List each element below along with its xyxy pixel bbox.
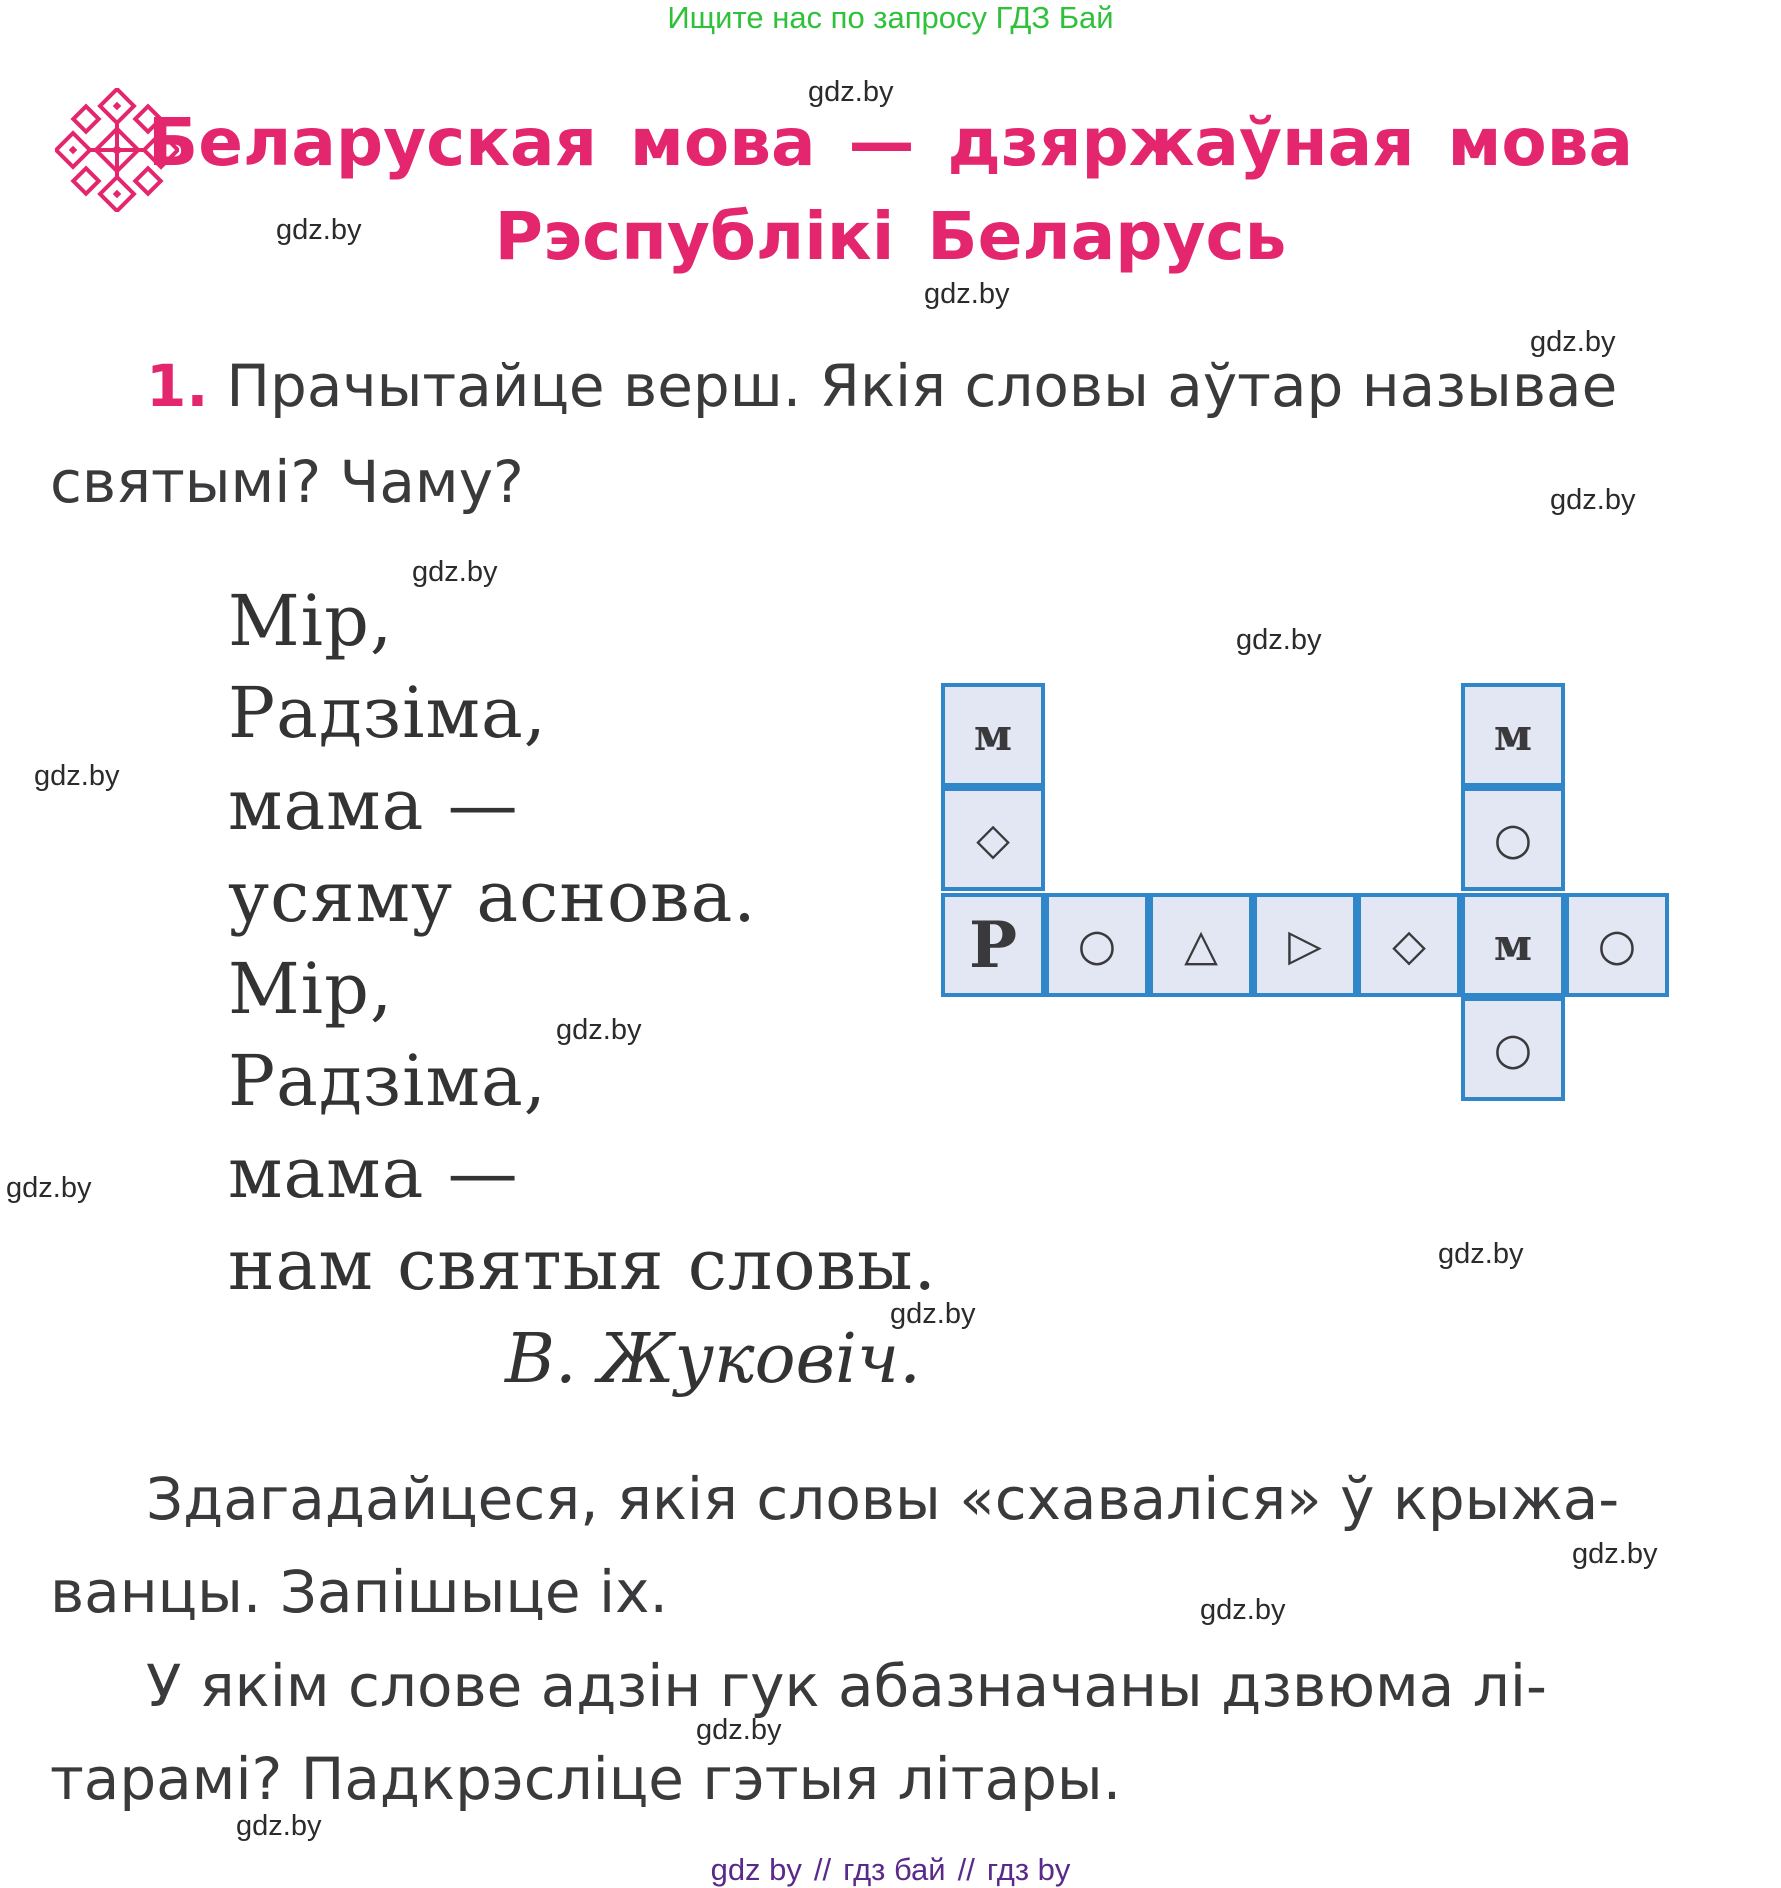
crossword-cell: Р	[941, 893, 1045, 997]
watermark: gdz.by	[890, 1298, 976, 1330]
watermark: gdz.by	[1236, 624, 1322, 656]
bottom-banner-item: гдз by	[986, 1852, 1071, 1887]
crossword-cell: ○	[1461, 997, 1565, 1101]
crossword-cell: ○	[1045, 893, 1149, 997]
watermark: gdz.by	[6, 1172, 92, 1204]
crossword-cell: ○	[1461, 787, 1565, 891]
watermark: gdz.by	[236, 1810, 322, 1842]
watermark: gdz.by	[276, 214, 362, 246]
top-banner: Ищите нас по запросу ГДЗ Бай	[667, 0, 1114, 35]
exercise-question: Прачытайце верш. Якія словы аўтар называе	[226, 352, 1618, 420]
task2-line-1: Здагадайцеся, якія словы «схаваліся» ў крыжа-	[146, 1465, 1620, 1533]
watermark: gdz.by	[808, 76, 894, 108]
crossword-cell: м	[941, 683, 1045, 787]
poem-author: В. Жуковіч.	[505, 1320, 921, 1399]
poem-line: Мір,	[228, 580, 394, 662]
bottom-banner-item: гдз бай	[843, 1852, 946, 1887]
bottom-banner-separator: //	[957, 1852, 975, 1887]
crossword-cell: △	[1149, 893, 1253, 997]
crossword-cell: м	[1461, 893, 1565, 997]
crossword-cell: ◇	[941, 787, 1045, 891]
watermark: gdz.by	[1200, 1594, 1286, 1626]
poem-line: мама —	[228, 1132, 519, 1214]
watermark: gdz.by	[924, 278, 1010, 310]
task3-line-2: тарамі? Падкрэсліце гэтыя літары.	[50, 1745, 1122, 1813]
poem-line: усяму аснова.	[228, 856, 757, 938]
watermark: gdz.by	[1530, 326, 1616, 358]
crossword-cell: м	[1461, 683, 1565, 787]
exercise-line-2: святымі? Чаму?	[50, 448, 524, 516]
title-line-1: Беларуская мова — дзяржаўная мова	[147, 104, 1634, 181]
bottom-banner-item: gdz by	[710, 1852, 802, 1887]
watermark: gdz.by	[1438, 1238, 1524, 1270]
watermark: gdz.by	[1572, 1538, 1658, 1570]
task3-line-1: У якім слове адзін гук абазначаны дзвюма лі-	[146, 1652, 1547, 1720]
watermark: gdz.by	[34, 760, 120, 792]
poem-line: мама —	[228, 764, 519, 846]
title-line-2: Рэспублікі Беларусь	[494, 198, 1287, 275]
watermark: gdz.by	[556, 1014, 642, 1046]
watermark: gdz.by	[412, 556, 498, 588]
poem-line: Радзіма,	[228, 1040, 547, 1122]
poem-line: нам святыя словы.	[228, 1224, 937, 1306]
poem-line: Радзіма,	[228, 672, 547, 754]
bottom-banner-separator: //	[813, 1852, 832, 1887]
poem-line: Мір,	[228, 948, 394, 1030]
exercise-line-1	[146, 352, 1617, 420]
watermark: gdz.by	[1550, 484, 1636, 516]
watermark: gdz.by	[696, 1714, 782, 1746]
crossword-cell: ▷	[1253, 893, 1357, 997]
crossword-cell: ◇	[1357, 893, 1461, 997]
crossword-cell: ○	[1565, 893, 1669, 997]
exercise-number: 1.	[146, 352, 209, 420]
task2-line-2: ванцы. Запішыце іх.	[50, 1558, 668, 1626]
